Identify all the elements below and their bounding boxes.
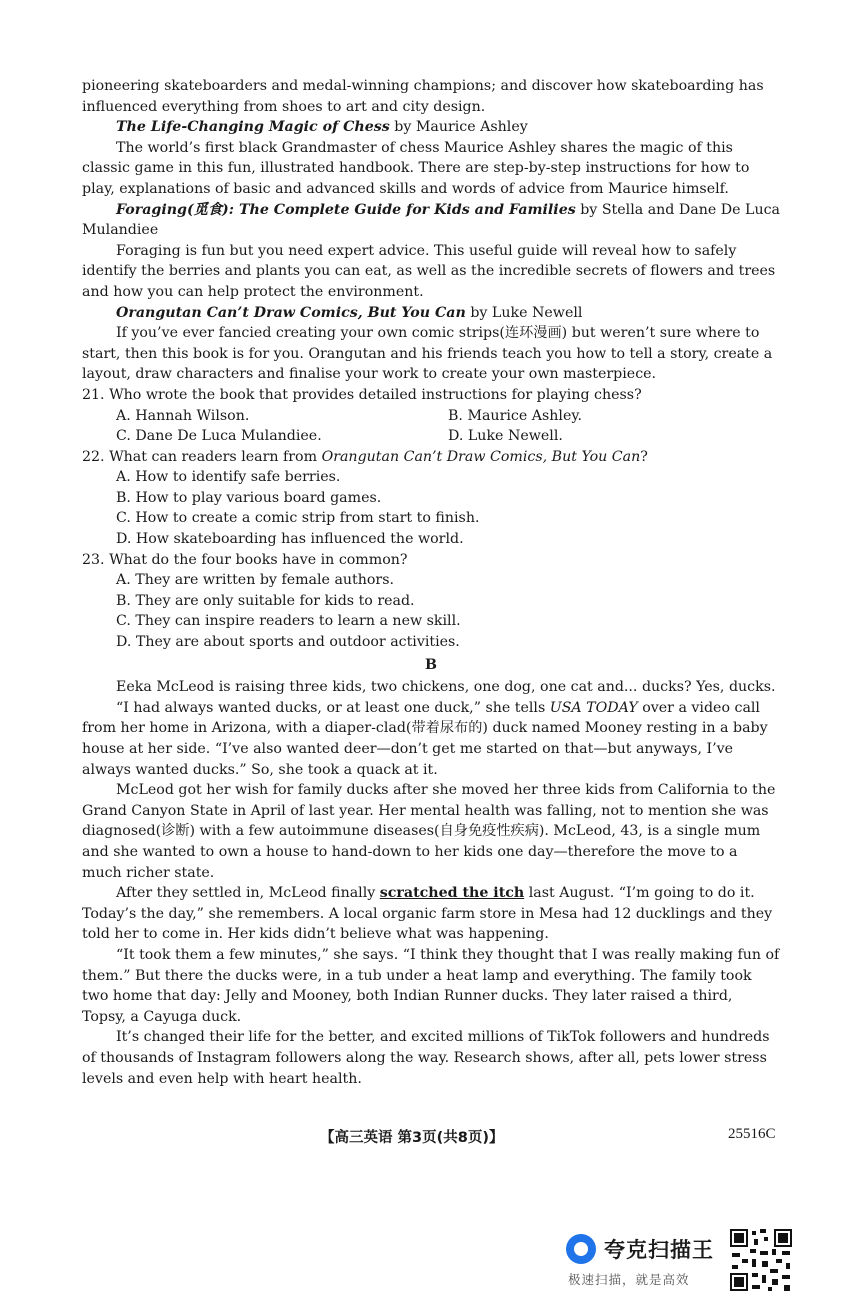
- passage-paragraph-3: McLeod got her wish for family ducks after she moved her three kids from California to the Grand Canyon State in April of last year. Her mental health was falling, not to mention she was diagnosed(诊断) with a few autoimmune diseases(自身免疫性疾病). McLeod, 43, is a single mum and she wanted to own a house to hand-down to her kids one day—therefore the move to a much richer state.: [82, 782, 776, 881]
- question-21: 21. Who wrote the book that provides detailed instructions for playing chess?: [82, 386, 642, 403]
- option-22-c: C. How to create a comic strip from start to finish.: [116, 510, 480, 527]
- passage-paragraph-4: After they settled in, McLeod finally scratched the itch last August. “I’m going to do it. Today’s the day,” she remembers. A local organic farm store in Mesa had 12 ducklings and they told her to come in. Her kids didn’t believe what was happening.: [82, 885, 773, 943]
- document-page: [82, 76, 780, 1089]
- book-title-3: Orangutan Can’t Draw Comics, But You Can by Luke Newell: [116, 304, 583, 321]
- scanner-watermark: [566, 1232, 726, 1292]
- option-21-d: D. Luke Newell.: [448, 428, 563, 445]
- option-23-d: D. They are about sports and outdoor activities.: [116, 634, 460, 651]
- qr-code-icon: [728, 1227, 794, 1293]
- question-22: 22. What can readers learn from Orangutan Can’t Draw Comics, But You Can?: [82, 448, 648, 465]
- options-21-row-1: [82, 406, 780, 427]
- option-21-a: A. Hannah Wilson.: [116, 407, 250, 424]
- footer-code: 25516C: [728, 1126, 776, 1142]
- option-23-c: C. They can inspire readers to learn a new skill.: [116, 613, 461, 630]
- option-23-a: A. They are written by female authors.: [116, 572, 395, 589]
- book-desc-3: If you’ve ever fancied creating your own comic strips(连环漫画) but weren’t sure where to start, then this book is for you. Orangutan and his friends teach you how to tell a story, create a layout, draw characters and finalise your work to create your own masterpiece.: [82, 325, 773, 383]
- watermark-slogan: 极速扫描，就是高效: [568, 1272, 690, 1287]
- option-21-b: B. Maurice Ashley.: [448, 407, 582, 424]
- question-23: 23. What do the four books have in common?: [82, 551, 408, 568]
- section-label: B: [425, 656, 437, 673]
- intro-tail: pioneering skateboarders and medal-winning champions; and discover how skateboarding has influenced everything from shoes to art and city design.: [82, 78, 764, 115]
- book-title-1: The Life-Changing Magic of Chess by Maurice Ashley: [116, 119, 528, 136]
- quark-logo-icon: [566, 1234, 596, 1264]
- underlined-phrase: scratched the itch: [379, 885, 525, 902]
- passage-paragraph-2: “I had always wanted ducks, or at least one duck,” she tells USA TODAY over a video call from her home in Arizona, with a diaper-clad(带着尿布的) duck named Mooney resting in a baby house at her side. “I’ve also wanted deer—don’t get me started on that—but anyways, I’ve always wanted ducks.” So, she took a quack at it.: [82, 699, 768, 778]
- book-desc-2: Foraging is fun but you need expert advice. This useful guide will reveal how to safely identify the berries and plants you can eat, as well as the incredible secrets of flowers and trees and how you can help protect the environment.: [82, 242, 776, 300]
- passage-paragraph-1: Eeka McLeod is raising three kids, two chickens, one dog, one cat and... ducks? Yes, ducks.: [116, 679, 776, 696]
- option-23-b: B. They are only suitable for kids to read.: [116, 592, 415, 609]
- book-desc-1: The world’s first black Grandmaster of chess Maurice Ashley shares the magic of this classic game in this fun, illustrated handbook. There are step-by-step instructions for how to play, explanations of basic and advanced skills and words of advice from Maurice himself.: [82, 139, 750, 197]
- options-21-row-2: [82, 426, 780, 447]
- footer-page-info: 【高三英语 第3页(共8页)】: [320, 1130, 504, 1146]
- option-22-b: B. How to play various board games.: [116, 489, 382, 506]
- option-22-a: A. How to identify safe berries.: [116, 469, 341, 486]
- passage-paragraph-6: It’s changed their life for the better, and excited millions of TikTok followers and hundreds of thousands of Instagram followers along the way. Research shows, after all, pets lower stress levels and even help with heart health.: [82, 1029, 770, 1087]
- watermark-name: 夸克扫描王: [604, 1238, 714, 1262]
- option-21-c: C. Dane De Luca Mulandiee.: [116, 428, 322, 445]
- passage-paragraph-5: “It took them a few minutes,” she says. “I think they thought that I was really making fun of them.” But there the ducks were, in a tub under a heat lamp and everything. The family took two home that day: Jelly and Mooney, both Indian Runner ducks. They later raised a third, Topsy, a Cayuga duck.: [82, 946, 780, 1025]
- book-title-2: Foraging(觅食): The Complete Guide for Kids and Families by Stella and Dane De Luca Mulandiee: [82, 201, 781, 239]
- option-22-d: D. How skateboarding has influenced the world.: [116, 531, 464, 548]
